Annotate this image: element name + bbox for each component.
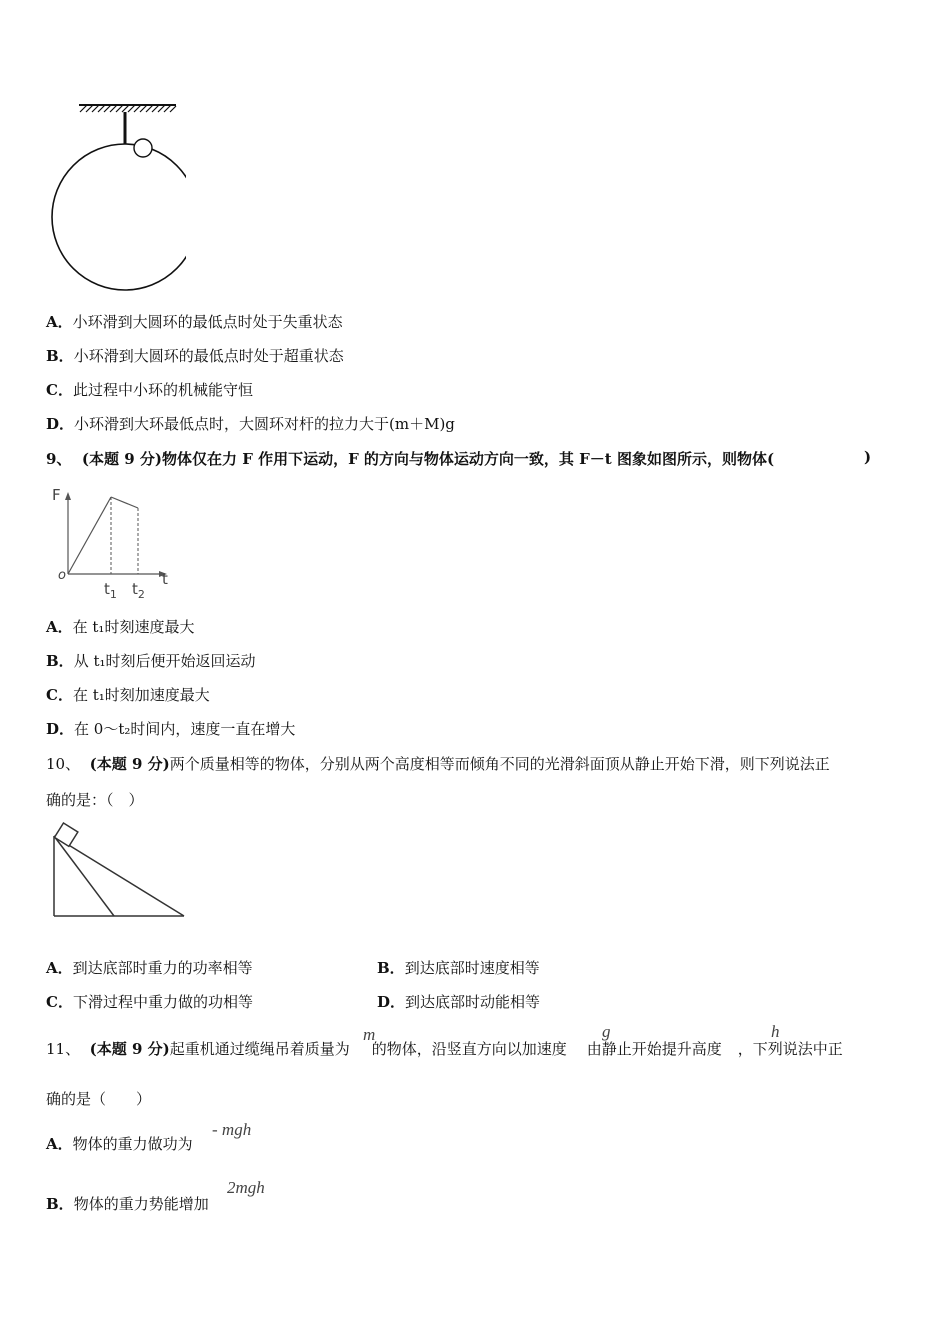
q11-var-h: h	[771, 1022, 780, 1041]
q11-stem-line1: 11、 (本题 9 分)起重机通过缆绳吊着质量为 的物体，沿竖直方向以加速度 由静止开始提升高度 ，下列说法中正	[46, 1040, 843, 1058]
q8-option-b: B．小环滑到大圆环的最低点时处于超重状态	[46, 347, 344, 365]
q8-option-c: C．此过程中小环的机械能守恒	[46, 381, 253, 399]
q11-var-g: g	[602, 1022, 611, 1041]
q11-option-a: A．物体的重力做功为	[46, 1135, 193, 1153]
t-axis-label: t	[162, 570, 168, 588]
q10-option-a: A．到达底部时重力的功率相等	[46, 959, 253, 977]
q9-stem-end: )	[864, 448, 872, 466]
incline-figure	[46, 820, 191, 920]
q9-option-c: C．在 t₁时刻加速度最大	[46, 686, 210, 704]
q9-option-b: B．从 t₁时刻后便开始返回运动	[46, 652, 256, 670]
f-axis-label: F	[52, 486, 61, 504]
q10-option-d: D．到达底部时动能相等	[377, 993, 541, 1011]
q9-option-a: A．在 t₁时刻速度最大	[46, 618, 195, 636]
q9-stem: 9、 (本题 9 分)物体仅在力 F 作用下运动，F 的方向与物体运动方向一致，其 F－t 图象如图所示，则物体(	[46, 450, 775, 468]
q8-option-a: A．小环滑到大圆环的最低点时处于失重状态	[46, 313, 343, 331]
q11-option-a-math: - mgh	[212, 1120, 252, 1139]
q9-option-d: D．在 0～t₂时间内，速度一直在增大	[46, 720, 296, 738]
q11-var-m: m	[363, 1025, 376, 1044]
f-t-graph	[46, 478, 186, 603]
q8-option-d: D．小环滑到大环最低点时，大圆环对杆的拉力大于(m＋M)g	[46, 415, 455, 433]
t1-label: $t_1$	[104, 580, 117, 601]
q11-option-b: B．物体的重力势能增加	[46, 1195, 209, 1213]
q11-stem-line2: 确的是（ ）	[46, 1090, 152, 1108]
hanging-ring-figure	[46, 98, 186, 298]
q10-stem-line1: 10、 (本题 9 分)两个质量相等的物体，分别从两个高度相等而倾角不同的光滑斜面顶从静止开始下滑，则下列说法正	[46, 755, 830, 773]
q10-option-c: C．下滑过程中重力做的功相等	[46, 993, 253, 1011]
q10-stem-line2: 确的是：（ ）	[46, 791, 144, 809]
q11-option-b-math: 2mgh	[227, 1178, 265, 1197]
t2-label: $t_2$	[132, 580, 145, 601]
origin-label: o	[58, 568, 66, 583]
q10-option-b: B．到达底部时速度相等	[377, 959, 540, 977]
